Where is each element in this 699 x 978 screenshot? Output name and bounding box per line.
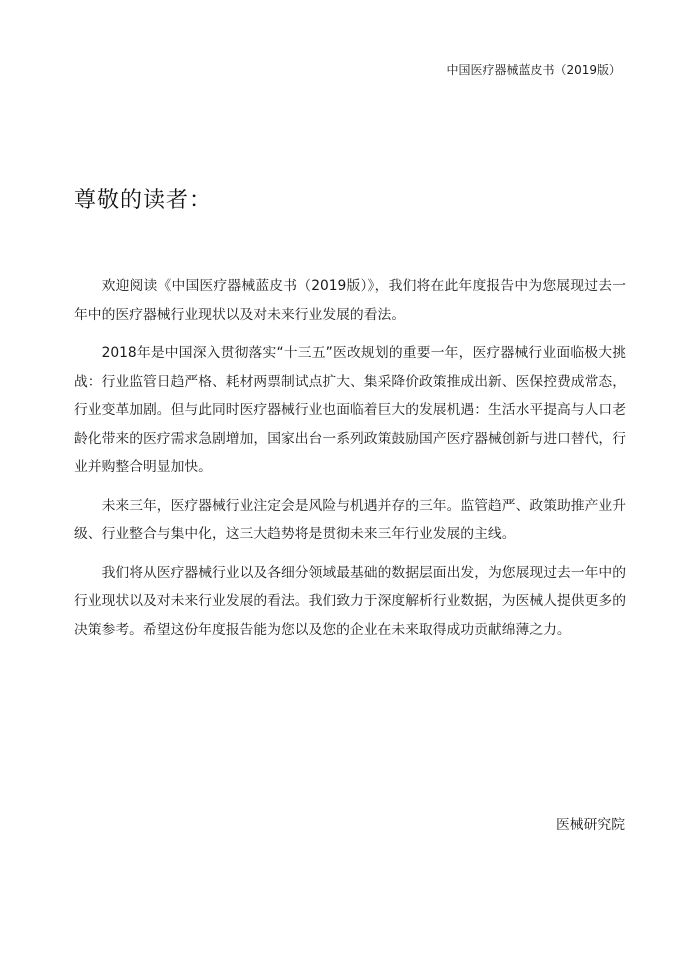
letter-body <box>74 272 626 654</box>
letter-paragraph-4: 我们将从医疗器械行业以及各细分领域最基础的数据层面出发，为您展现过去一年中的行业现状以及对未来行业发展的看法。我们致力于深度解析行业数据，为医械人提供更多的决策参考。希望这份年度报告能为您以及您的企业在未来取得成功贡献绵薄之力。 <box>74 564 626 638</box>
running-header-title: 中国医疗器械蓝皮书（2019版） <box>446 63 621 77</box>
letter-paragraph-1: 欢迎阅读《中国医疗器械蓝皮书（2019版）》，我们将在此年度报告中为您展现过去一年中的医疗器械行业现状以及对未来行业发展的看法。 <box>74 278 626 323</box>
letter-paragraph-2: 2018年是中国深入贯彻落实“十三五”医改规划的重要一年，医疗器械行业面临极大挑战：行业监管日趋严格、耗材两票制试点扩大、集采降价政策推成出新、医保控费成常态，行业变革加剧。但与此同时医疗器械行业也面临着巨大的发展机遇：生活水平提高与人口老龄化带来的医疗需求急剧增加，国家出台一系列政策鼓励国产医疗器械创新与进口替代，行业并购整合明显加快。 <box>74 345 626 475</box>
letter-signature: 医械研究院 <box>556 817 625 833</box>
letter-salutation: 尊敬的读者： <box>74 188 213 213</box>
letter-paragraph-3: 未来三年，医疗器械行业注定会是风险与机遇并存的三年。监管趋严、政策助推产业升级、行业整合与集中化，这三大趋势将是贯彻未来三年行业发展的主线。 <box>74 497 626 542</box>
